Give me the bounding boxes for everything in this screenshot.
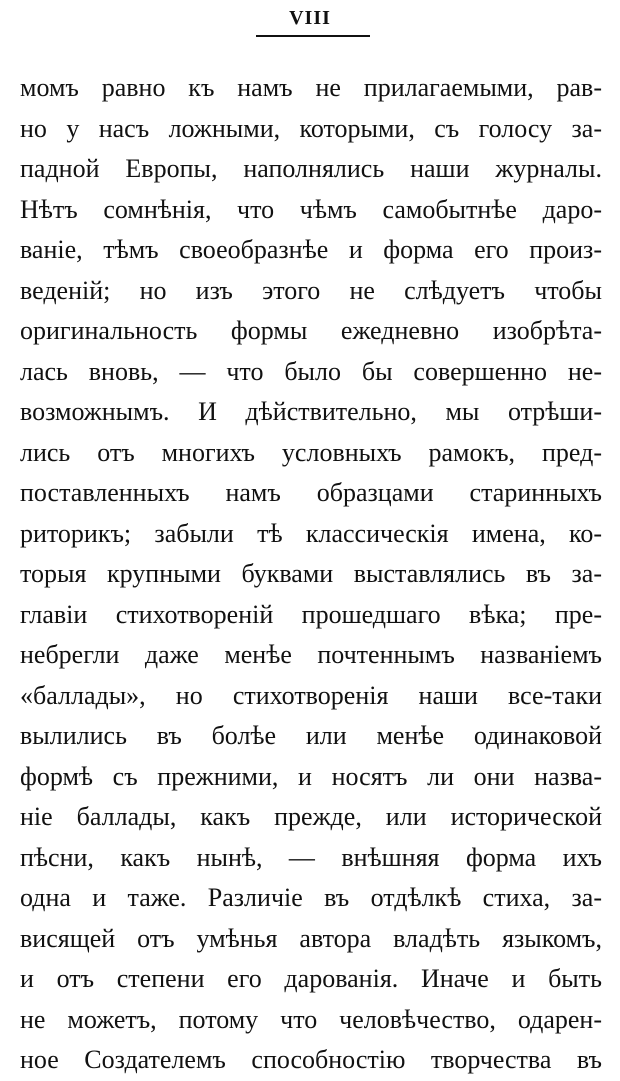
text-line: оригинальность формы ежедневно изобрѣта- [20,316,602,345]
text-line: ніе баллады, какъ прежде, или исторической [20,802,602,831]
text-line: риторикъ; забыли тѣ классическія имена, ко- [20,518,602,548]
text-line: ваніе, тѣмъ своеобразнѣе и форма его произ- [20,235,602,264]
text-line: поставленныхъ намъ образцами старинныхъ [20,478,602,507]
text-line: и отъ степени его дарованія. Иначе и быть [20,964,602,993]
text-line: Нѣтъ сомнѣнія, что чѣмъ самобытнѣе даро- [20,194,602,224]
text-line: небрегли даже менѣе почтеннымъ названіемъ [20,640,602,669]
text-line: лась вновь, — что было бы совершенно не- [20,356,602,386]
text-line: веденій; но изъ этого не слѣдуетъ чтобы [20,275,602,305]
text-line: но у насъ ложными, которыми, съ голосу за- [20,113,602,143]
page-number: VIII [289,7,331,29]
text-line: торыя крупными буквами выставлялись въ за- [20,559,602,588]
text-line: лись отъ многихъ условныхъ рамокъ, пред- [20,437,602,467]
text-line: пѣсни, какъ нынѣ, — внѣшняя форма ихъ [20,842,602,872]
text-line: вылились въ болѣе или менѣе одинаковой [20,721,602,750]
text-line: ное Создателемъ способностію творчества въ [20,1045,602,1074]
text-line: падной Европы, наполнялись наши журналы. [20,154,602,183]
text-line: формѣ съ прежними, и носятъ ли они назва- [20,761,602,791]
text-line: висящей отъ умѣнья автора владѣть языкомъ, [20,923,602,953]
body-text [20,68,602,1081]
header-rule [256,35,370,37]
page-header [0,4,620,32]
text-line: момъ равно къ намъ не прилагаемыми, рав- [20,73,602,102]
text-line: главіи стихотвореній прошедшаго вѣка; пре- [20,599,602,629]
text-line: «баллады», но стихотворенія наши все-таки [20,680,602,710]
text-line: одна и таже. Различіе въ отдѣлкѣ стиха, за- [20,883,602,912]
text-line: не можетъ, потому что человѣчество, одарен- [20,1004,602,1034]
text-line: возможнымъ. И дѣйствительно, мы отрѣши- [20,397,602,426]
